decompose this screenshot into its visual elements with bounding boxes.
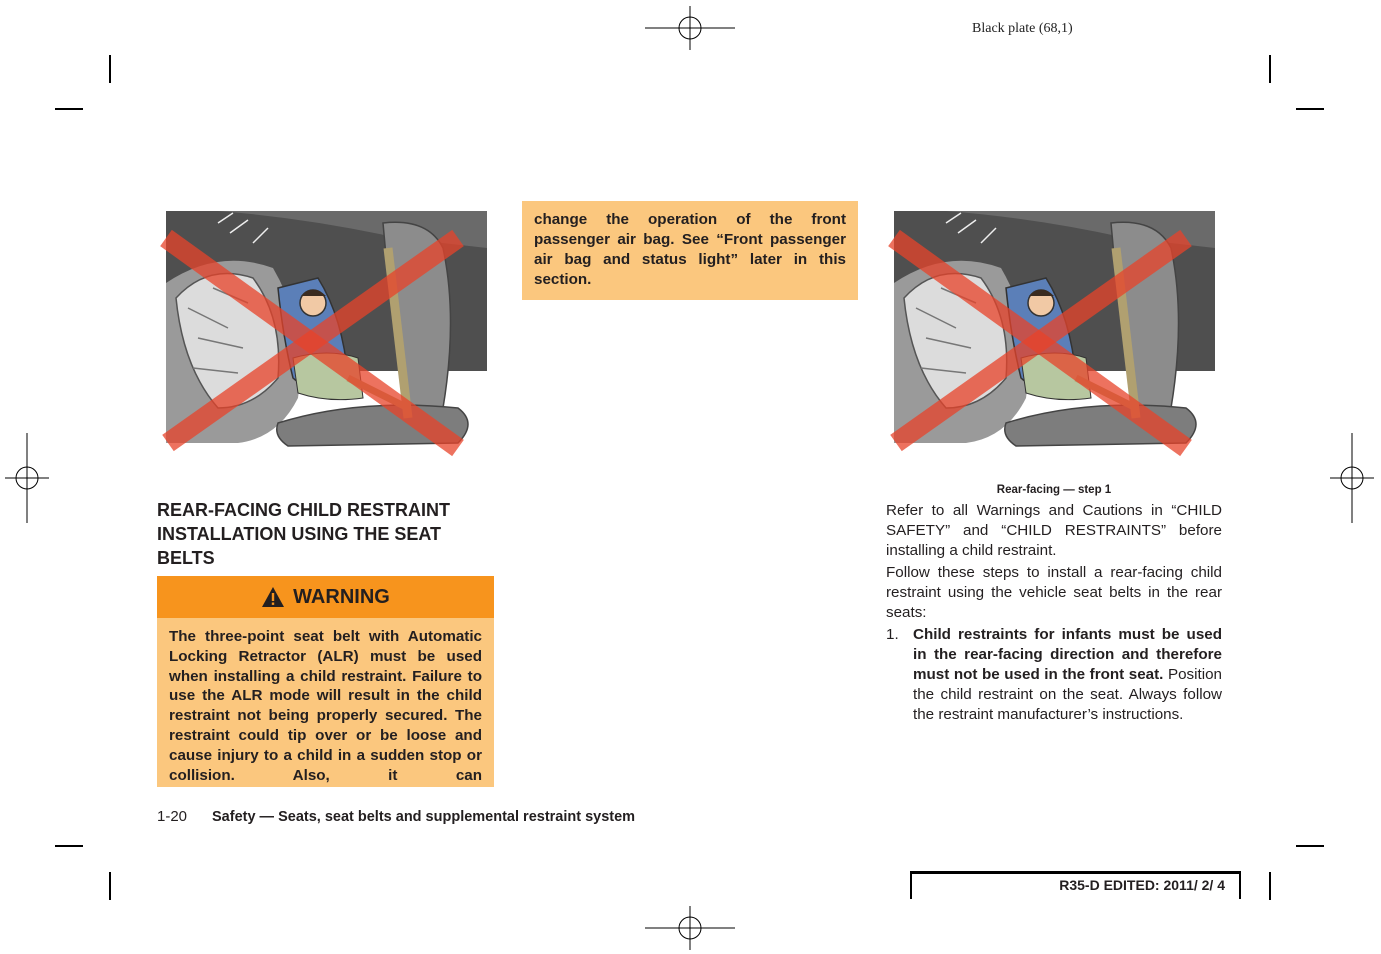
registration-mark-icon xyxy=(645,6,735,50)
crop-mark xyxy=(55,108,83,110)
warning-body xyxy=(157,618,494,787)
paragraph: Follow these steps to install a rear-facing child restraint using the vehicle seat belts in the rear seats: xyxy=(886,564,1222,621)
crop-mark xyxy=(1269,872,1271,900)
step-number: 1. xyxy=(886,626,899,643)
illustration-prohibited-x xyxy=(158,208,490,470)
step-regular-text: Position the child restraint on the seat. Always follow the restraint manufacturer’s instructions. xyxy=(913,666,1222,723)
figure-caption: Rear-facing — step 1 xyxy=(996,484,1112,496)
paragraph: Refer to all Warnings and Cautions in “CHILD SAFETY” and “CHILD RESTRAINTS” before installing a child restraint. xyxy=(886,502,1222,559)
registration-mark-icon xyxy=(645,906,735,950)
crop-mark xyxy=(1269,55,1271,83)
crop-mark xyxy=(1296,108,1324,110)
illustration-rear-facing-step-1 xyxy=(886,208,1218,470)
crop-mark xyxy=(109,55,111,83)
crop-mark xyxy=(109,872,111,900)
crop-mark xyxy=(1296,845,1324,847)
warning-continued xyxy=(522,201,858,300)
step-bold-text: Child restraints for infants must be used in the rear-facing direction and therefore must not be used in the front seat. xyxy=(913,626,1222,683)
registration-mark-icon xyxy=(1330,433,1374,523)
warning-triangle-icon xyxy=(261,586,285,608)
crop-mark xyxy=(55,845,83,847)
warning-continued-text: change the operation of the front passenger air bag. See “Front passenger air bag and status light” later in this section. xyxy=(534,211,846,288)
warning-text: The three-point seat belt with Automatic Locking Retractor (ALR) must be used when installing a child restraint. Failure to use the ALR mode will result in the child restraint not being properly secured. The restraint could tip over or be loose and cause injury to a child in a sudden stop or collision. Also, it can xyxy=(169,628,482,784)
warning-header xyxy=(157,576,494,618)
warning-title: WARNING xyxy=(293,585,390,608)
plate-label: Black plate (68,1) xyxy=(972,21,1073,36)
footer-title: Safety — Seats, seat belts and supplemental restraint system xyxy=(212,809,636,825)
section-heading: REAR-FACING CHILD RESTRAINT INSTALLATION USING THE SEAT BELTS xyxy=(157,500,450,568)
edited-text: R35-D EDITED: 2011/ 2/ 4 xyxy=(1059,877,1225,893)
edited-stamp xyxy=(910,871,1241,899)
step-text xyxy=(913,625,1222,725)
page-number: 1-20 xyxy=(157,808,188,825)
registration-mark-icon xyxy=(5,433,49,523)
